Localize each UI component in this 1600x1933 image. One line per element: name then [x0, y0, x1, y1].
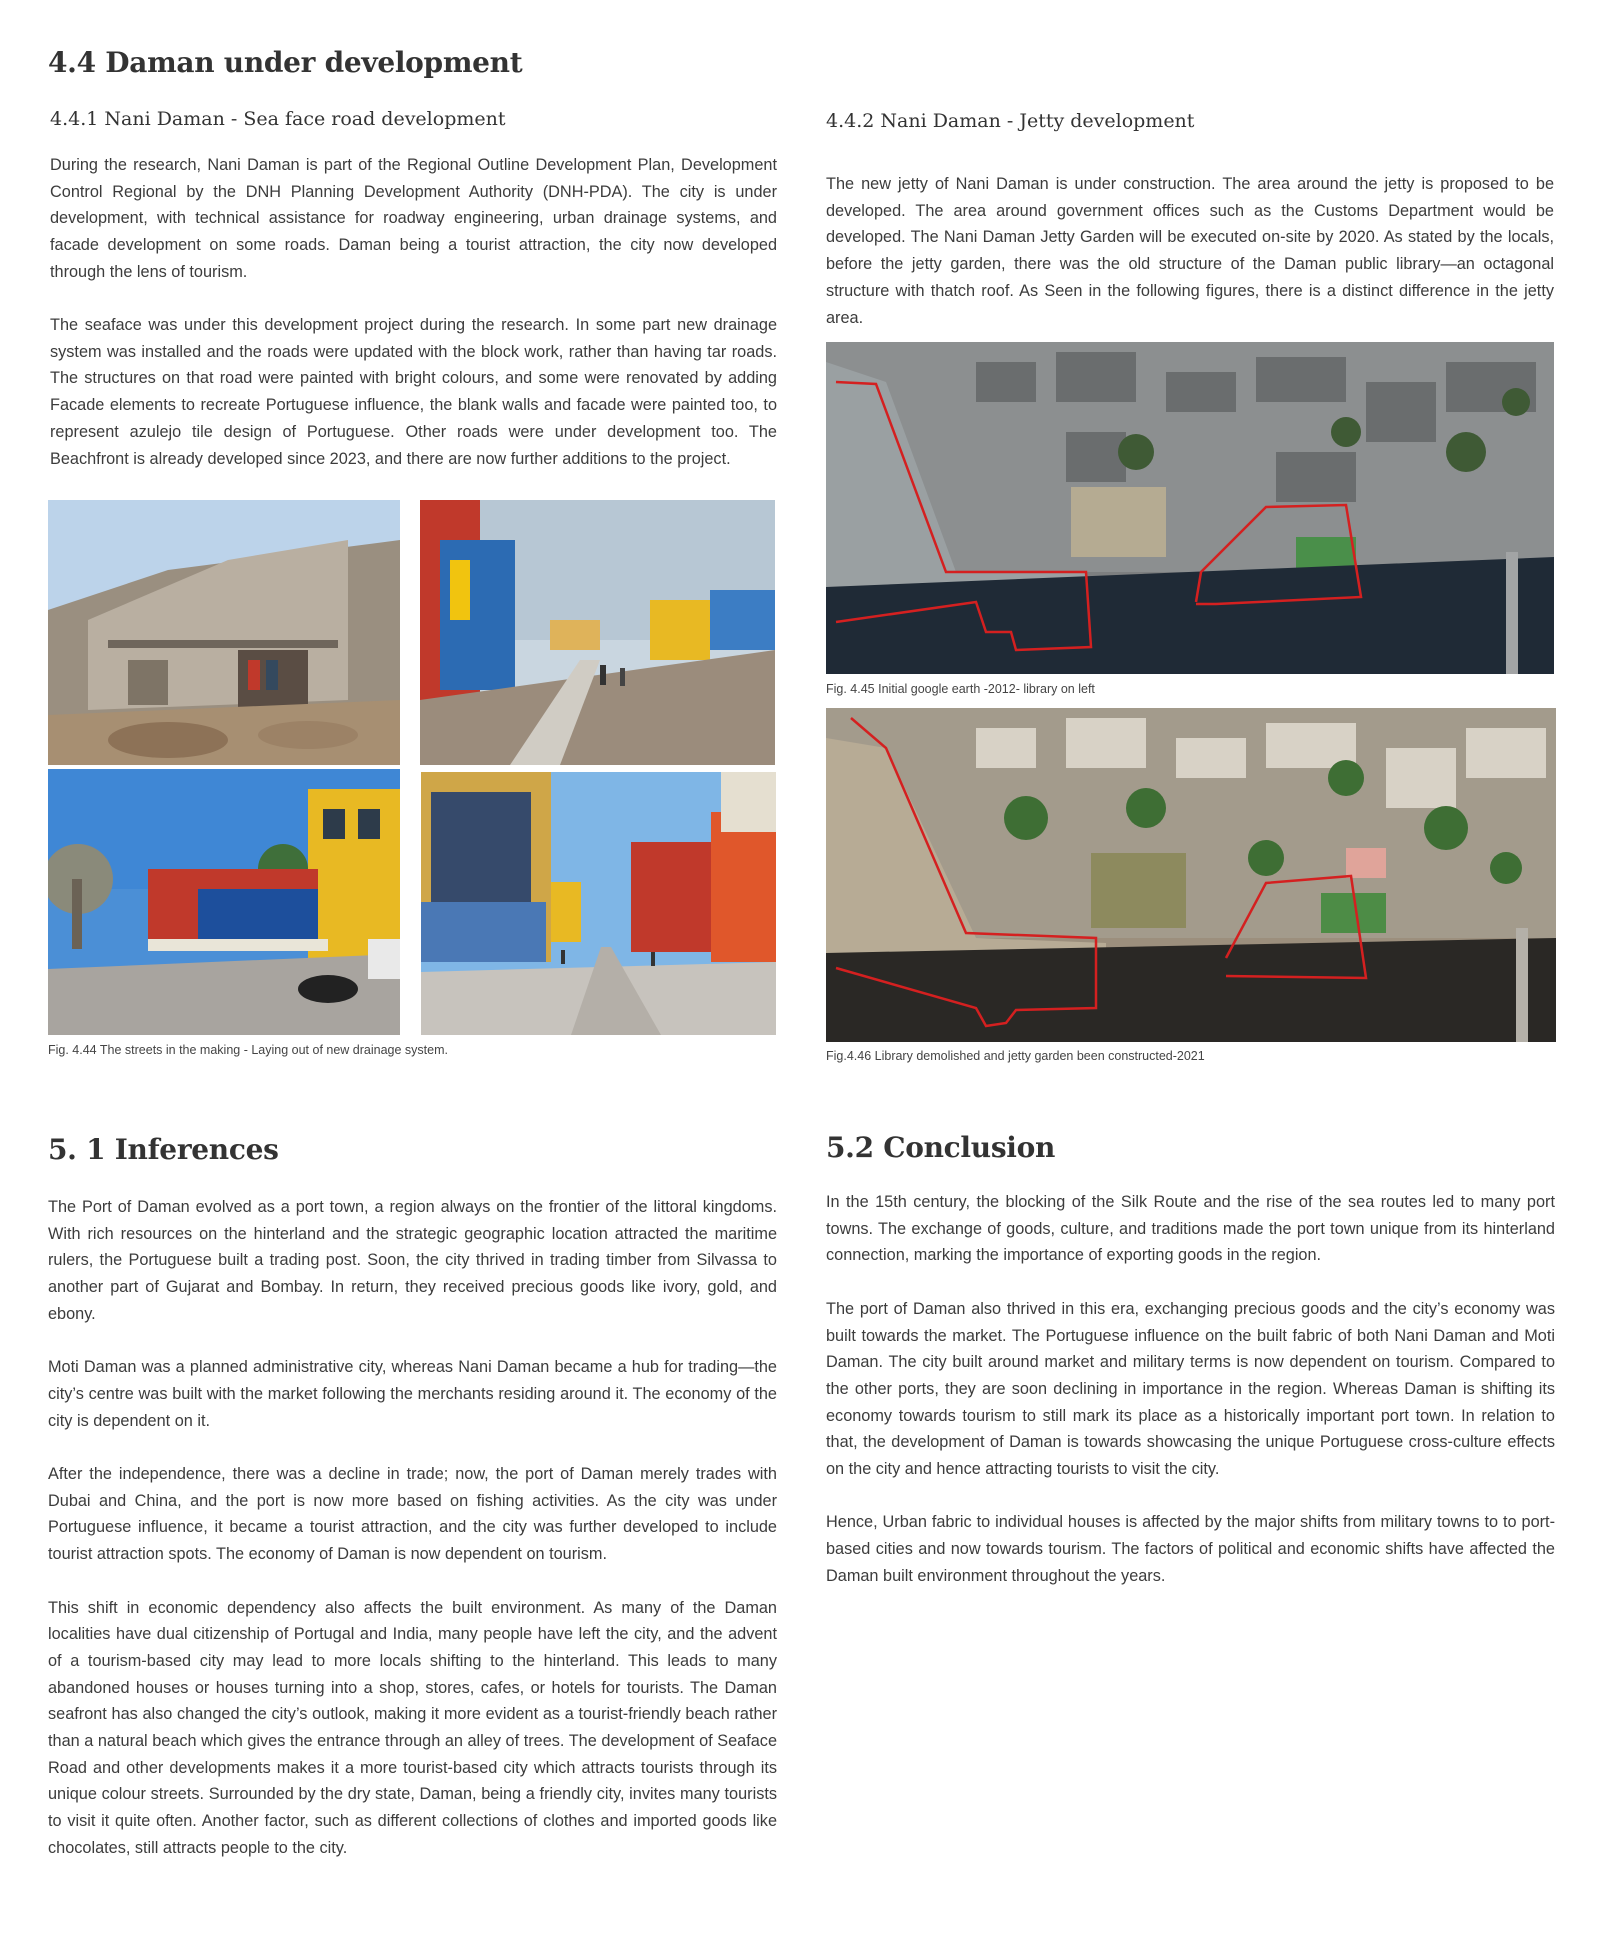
satellite-image-2021 [826, 708, 1556, 1042]
inferences-paragraph-3: After the independence, there was a decline in trade; now, the port of Daman merely trades with Dubai and China, and the port is now more based on fishing activities. As the city was under Portuguese influence, it became a tourist attraction, and the city was further developed to include tourist attraction spots. The economy of Daman is now dependent on tourism. [48, 1465, 777, 1564]
street-photo-paved-promenade [421, 772, 776, 1035]
figure-caption-4-44: Fig. 4.44 The streets in the making - Laying out of new drainage system. [48, 1043, 448, 1057]
satellite-image-2012 [826, 342, 1554, 674]
conclusion-paragraph-1: In the 15th century, the blocking of the Silk Route and the rise of the sea routes led to many port towns. The exchange of goods, culture, and traditions made the port town unique from its hinterland connection, marking the importance of exporting goods in the region. [826, 1193, 1555, 1265]
inferences-paragraph-1: The Port of Daman evolved as a port town, a region always on the frontier of the littoral kingdoms. With rich resources on the hinterland and the strategic geographic location attracted the maritime rulers, the Portuguese built a trading post. Soon, the city thrived in trading timber from Silvassa to another part of Gujarat and Bombay. In return, they received precious goods like ivory, gold, and ebony. [48, 1198, 777, 1323]
street-photo-yellow-building [48, 769, 400, 1035]
conclusion-body [826, 1189, 1555, 1590]
section-title: 4.4 Daman under development [48, 46, 523, 79]
conclusion-paragraph-3: Hence, Urban fabric to individual houses is affected by the major shifts from military towns to to port-based cities and now towards tourism. The factors of political and economic shifts have affected the Daman built environment throughout the years. [826, 1513, 1555, 1585]
street-photo-dilapidated-buildings [48, 500, 400, 765]
jetty-paragraph: The new jetty of Nani Daman is under construction. The area around the jetty is proposed to be developed. The area around government offices such as the Customs Department would be developed. The Nani Daman Jetty Garden will be executed on-site by 2020. As stated by the locals, before the jetty garden, there was the old structure of the Daman public library—an octagonal structure with thatch roof. As Seen in the following figures, there is a distinct difference in the jetty area. [826, 175, 1554, 327]
inferences-paragraph-4: This shift in economic dependency also affects the built environment. As many of the Daman localities have dual citizenship of Portugal and India, many people have left the city, and the advent of a tourism-based city may lead to more locals shifting to the hinterland. This leads to many abandoned houses or houses turning into a shop, stores, cafes, or hotels for tourists. The Daman seafront has also changed the city’s outlook, making it more evident as a tourist-friendly beach rather than a natural beach which gives the entrance through an alley of trees. The development of Seaface Road and other developments makes it a more tourist-based city which attracts tourists through its unique colour streets. Surrounded by the dry state, Daman, being a friendly city, invites many tourists to visit it quite often. Another factor, such as different collections of clothes and imported goods like chocolates, still attracts people to the city. [48, 1598, 777, 1857]
inferences-paragraph-2: Moti Daman was a planned administrative city, whereas Nani Daman became a hub for trading—the city’s centre was built with the market following the merchants residing around it. The economy of the city is dependent on it. [48, 1358, 777, 1430]
street-photo-colourful-road-works [420, 500, 775, 765]
inferences-body [48, 1194, 777, 1862]
sea-face-paragraph-2: The seaface was under this development project during the research. In some part new drainage system was installed and the roads were updated with the block work, rather than having tar roads. The structures on that road were painted with bright colours, and some were renovated by adding Facade elements to recreate Portuguese influence, the blank walls and facade were painted too, to represent azulejo tile design of Portuguese. Other roads were under development too. The Beachfront is already developed since 2023, and there are now further additions to the project. [50, 316, 777, 468]
inferences-title: 5. 1 Inferences [48, 1133, 279, 1166]
figure-caption-4-45: Fig. 4.45 Initial google earth -2012- library on left [826, 682, 1095, 696]
figure-caption-4-46: Fig.4.46 Library demolished and jetty garden been constructed-2021 [826, 1049, 1205, 1063]
sea-face-paragraph-1: During the research, Nani Daman is part of the Regional Outline Development Plan, Development Control Regional by the DNH Planning Development Authority (DNH-PDA). The city is under development, with technical assistance for roadway engineering, urban drainage systems, and facade development on some roads. Daman being a tourist attraction, the city now developed through the lens of tourism. [50, 156, 777, 281]
conclusion-title: 5.2 Conclusion [826, 1131, 1056, 1164]
subsection-title-jetty: 4.4.2 Nani Daman - Jetty development [826, 110, 1195, 132]
subsection-title-sea-face: 4.4.1 Nani Daman - Sea face road development [50, 108, 506, 130]
conclusion-paragraph-2: The port of Daman also thrived in this era, exchanging precious goods and the city’s economy was built towards the market. The Portuguese influence on the built fabric of both Nani Daman and Moti Daman. The city built around market and military terms is now dependent on tourism. Compared to the other ports, they are soon declining in importance in the region. Whereas Daman is shifting its economy towards tourism to still mark its place as a historically important port town. In relation to that, the development of Daman is towards showcasing the unique Portuguese cross-culture effects on the city and hence attracting tourists to visit the city. [826, 1299, 1555, 1479]
